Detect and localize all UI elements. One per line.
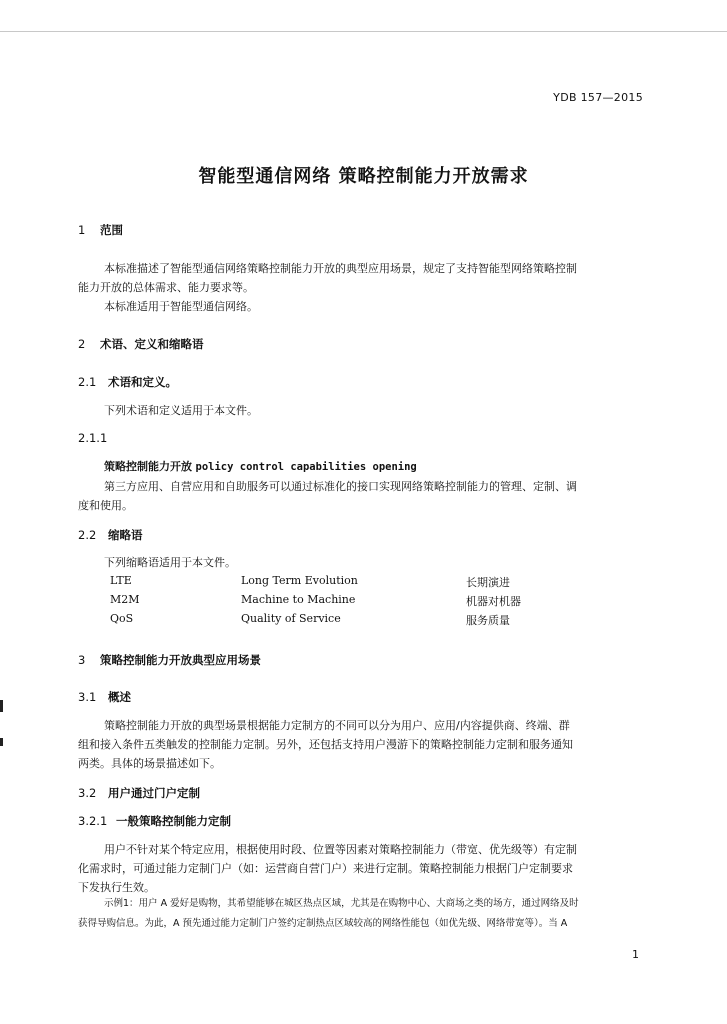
abbr-code: M2M xyxy=(110,593,140,606)
paragraph-line: 能力开放的总体需求、能力要求等。 xyxy=(78,281,254,294)
abbr-full: Quality of Service xyxy=(241,612,341,625)
subsection-heading-2-2 xyxy=(78,527,143,543)
abbr-full: Machine to Machine xyxy=(241,593,356,606)
section-number: 2 xyxy=(78,337,86,351)
paragraph-line: 下发执行生效。 xyxy=(78,881,155,894)
section-heading-2 xyxy=(78,336,204,352)
scan-edge-line xyxy=(0,31,727,32)
subsection-heading-3-2-1 xyxy=(78,813,231,829)
clause-number-2-1-1: 2.1.1 xyxy=(78,431,108,445)
subsection-title: 一般策略控制能力定制 xyxy=(116,814,231,828)
subsection-title: 缩略语 xyxy=(108,528,143,542)
abbr-chinese: 长期演进 xyxy=(466,576,510,589)
section-number: 3 xyxy=(78,653,86,667)
subsection-title: 概述 xyxy=(108,690,131,704)
example-line: 获得导购信息。为此，A 预先通过能力定制门户签约定制热点区域较高的网络性能包（如优先级、网络带宽等）。当 A xyxy=(78,918,568,929)
paragraph-line: 组和接入条件五类触发的控制能力定制。另外，还包括支持用户漫游下的策略控制能力定制和服务通知 xyxy=(78,738,573,751)
subsection-number: 3.2.1 xyxy=(78,814,108,828)
paragraph-line: 化需求时，可通过能力定制门户（如：运营商自营门户）来进行定制。策略控制能力根据门户定制要求 xyxy=(78,862,573,875)
section-title: 范围 xyxy=(100,223,123,237)
term-entry xyxy=(104,458,417,474)
subsection-number: 2.1 xyxy=(78,375,97,389)
page-number: 1 xyxy=(632,948,639,961)
abbr-code: LTE xyxy=(110,574,132,587)
example-line: 示例1：用户 A 爱好是购物，其希望能够在城区热点区域，尤其是在购物中心、大商场之类的场方，通过网络及时 xyxy=(104,898,579,909)
section-title: 策略控制能力开放典型应用场景 xyxy=(100,653,261,667)
scan-margin-mark xyxy=(0,738,3,746)
term-english: policy control capabilities opening xyxy=(195,461,417,473)
abbr-full: Long Term Evolution xyxy=(241,574,358,587)
abbr-chinese: 服务质量 xyxy=(466,614,510,627)
section-heading-1 xyxy=(78,222,123,238)
subsection-title: 用户通过门户定制 xyxy=(108,786,200,800)
term-chinese: 策略控制能力开放 xyxy=(104,460,192,473)
scan-margin-mark xyxy=(0,700,3,712)
subsection-title: 术语和定义。 xyxy=(108,375,177,389)
document-title: 智能型通信网络 策略控制能力开放需求 xyxy=(198,166,529,187)
document-code: YDB 157—2015 xyxy=(553,91,643,104)
subsection-heading-3-2 xyxy=(78,785,200,801)
abbr-chinese: 机器对机器 xyxy=(466,595,521,608)
paragraph-line: 下列缩略语适用于本文件。 xyxy=(104,556,236,569)
definition-line: 第三方应用、自营应用和自助服务可以通过标准化的接口实现网络策略控制能力的管理、定制、调 xyxy=(104,480,577,493)
subsection-heading-3-1 xyxy=(78,689,131,705)
subsection-number: 3.2 xyxy=(78,786,97,800)
subsection-number: 3.1 xyxy=(78,690,97,704)
definition-line: 度和使用。 xyxy=(78,499,133,512)
subsection-number: 2.2 xyxy=(78,528,97,542)
paragraph-line: 下列术语和定义适用于本文件。 xyxy=(104,404,258,417)
subsection-heading-2-1 xyxy=(78,374,177,390)
paragraph-line: 本标准适用于智能型通信网络。 xyxy=(104,300,258,313)
paragraph-line: 策略控制能力开放的典型场景根据能力定制方的不同可以分为用户、应用/内容提供商、终端、群 xyxy=(104,719,570,732)
paragraph-line: 本标准描述了智能型通信网络策略控制能力开放的典型应用场景，规定了支持智能型网络策略控制 xyxy=(104,262,577,275)
section-title: 术语、定义和缩略语 xyxy=(100,337,204,351)
paragraph-line: 用户不针对某个特定应用，根据使用时段、位置等因素对策略控制能力（带宽、优先级等）有定制 xyxy=(104,843,577,856)
section-heading-3 xyxy=(78,652,261,668)
abbr-code: QoS xyxy=(110,612,134,625)
paragraph-line: 两类。具体的场景描述如下。 xyxy=(78,757,221,770)
section-number: 1 xyxy=(78,223,86,237)
